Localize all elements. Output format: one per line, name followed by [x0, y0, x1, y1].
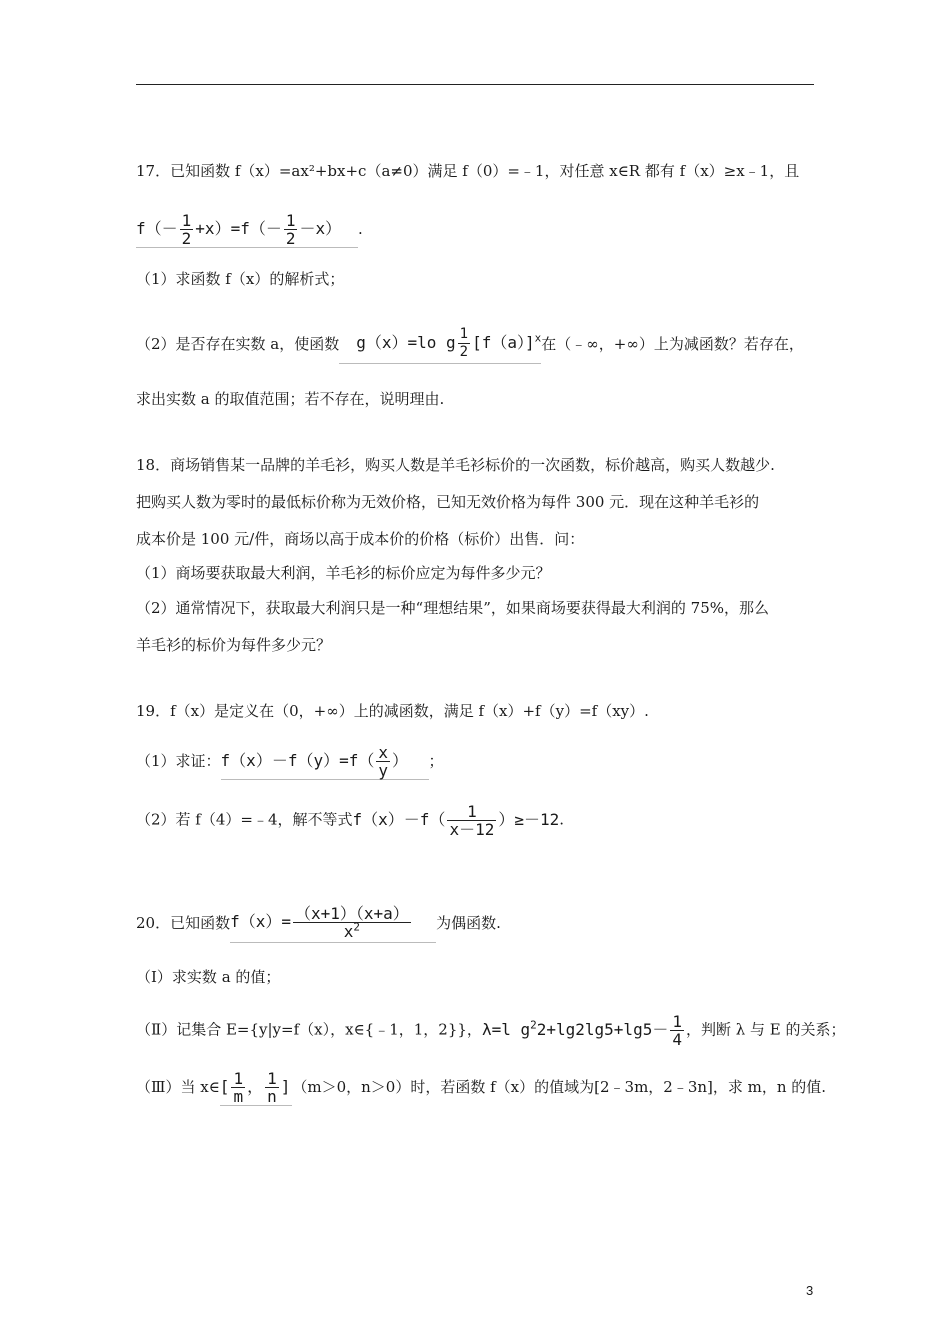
q20-lambda-fraction: $\frac{1}{4}$: [672, 1012, 682, 1049]
q20-fraction: $\frac{(x+1)(x+a)}{x^2}$: [295, 904, 409, 941]
q19-part1: （1）求证：f（x）－f（y）=f（ $\frac{x}{y}$ ） ；: [136, 743, 444, 780]
q17-period: .: [358, 220, 363, 238]
q18-line2: 把购买人数为零时的最低标价称为无效价格，已知无效价格为每件 300 元．现在这种羊毛衫的: [136, 493, 760, 511]
q20-line1: 20．已知函数f（x）= $\frac{(x+1)(x+a)}{x^2}$ 为偶函数.: [136, 904, 501, 941]
q20-part3: （Ⅲ）当 x∈[ $\frac{1}{m}$ ， $\frac{1}{n}$ ] （m＞0，n＞0）时，若函数 f（x）的值域为[2﹣3m，2﹣3n]，求 m，n 的值.: [136, 1069, 827, 1106]
q20-lambda-formula: λ=l $g^22+\lg 2\lg 5+\lg 5-$ $\frac{1}{4}$: [481, 1012, 682, 1049]
q18-line1: 18．商场销售某一品牌的羊毛衫，购买人数是羊毛衫标价的一次函数，标价越高，购买人数越少.: [136, 456, 775, 474]
header-rule: [136, 84, 814, 85]
q19-line1: 19．f（x）是定义在（0，+∞）上的减函数，满足 f（x）+f（y）=f（xy）.: [136, 702, 649, 720]
q19-part2-fraction: $\frac{1}{x-12}$: [449, 802, 495, 839]
q19-inequality: f（x）－f（ $\frac{1}{x-12}$ ）≥－12: [352, 802, 560, 839]
q19-part1-formula: f（x）－f（y）=f（ $\frac{x}{y}$ ）: [221, 744, 429, 780]
q18-line3: 成本价是 100 元/件，商场以高于成本价的价格（标价）出售．问：: [136, 530, 585, 548]
q20-part1: （Ⅰ）求实数 a 的值；: [136, 968, 281, 986]
q20-function-formula: f（x）= $\frac{(x+1)(x+a)}{x^2}$: [230, 905, 436, 943]
q18-part1: （1）商场要获取最大利润，羊毛衫的标价应定为每件多少元？: [136, 564, 551, 582]
q17-part1: （1）求函数 f（x）的解析式；: [136, 270, 345, 288]
q17-log-base: $\frac{1}{2}$: [459, 326, 469, 360]
page-number: 3: [806, 1283, 814, 1298]
q17-fraction-2: $\frac{1}{2}$: [285, 211, 296, 248]
q17-g-formula: g（x）=lo g $\frac{1}{2}$ $[f(a)]^x$: [339, 326, 541, 364]
q17-line1: 17．已知函数 f（x）=ax²+bx+c（a≠0）满足 f（0）=﹣1，对任意 x∈R 都有 f（x）≥x﹣1，且: [136, 162, 800, 180]
q17-fraction-1: $\frac{1}{2}$: [181, 211, 192, 248]
q20-part2: （Ⅱ）记集合 E={y|y=f（x），x∈{﹣1，1，2}}，λ=l $g^22+\lg 2\lg 5+\lg 5-$ $\frac{1}{4}$ ，判断 λ 与 E 的关系；: [136, 1012, 846, 1049]
q18-part2-line1: （2）通常情况下，获取最大利润只是一种“理想结果”，如果商场要获得最大利润的 75%，那么: [136, 599, 769, 617]
q19-part2: （2）若 f（4）=﹣4，解不等式f（x）－f（ $\frac{1}{x-12}$ ）≥－12.: [136, 802, 565, 839]
q17-condition-line: [136, 212, 363, 248]
q17-symmetry-formula: f（－ $\frac{1}{2}$ +x）=f（－ $\frac{1}{2}$ －x）: [136, 212, 358, 248]
q20-interval-fraction-2: $\frac{1}{n}$: [267, 1069, 277, 1106]
q19-part1-fraction: $\frac{x}{y}$: [378, 743, 388, 780]
q20-interval-fraction-1: $\frac{1}{m}$: [233, 1069, 244, 1106]
q20-interval: [ $\frac{1}{m}$ ， $\frac{1}{n}$ ]: [219, 1069, 291, 1106]
q17-part2-line1: （2）是否存在实数 a，使函数 g（x）=lo g $\frac{1}{2}$ $[f(a)]^x$在（﹣∞，+∞）上为减函数？若存在，: [136, 326, 804, 364]
q18-part2-line2: 羊毛衫的标价为每件多少元？: [136, 636, 332, 654]
q17-part2-line2: 求出实数 a 的取值范围；若不存在，说明理由.: [136, 390, 445, 408]
